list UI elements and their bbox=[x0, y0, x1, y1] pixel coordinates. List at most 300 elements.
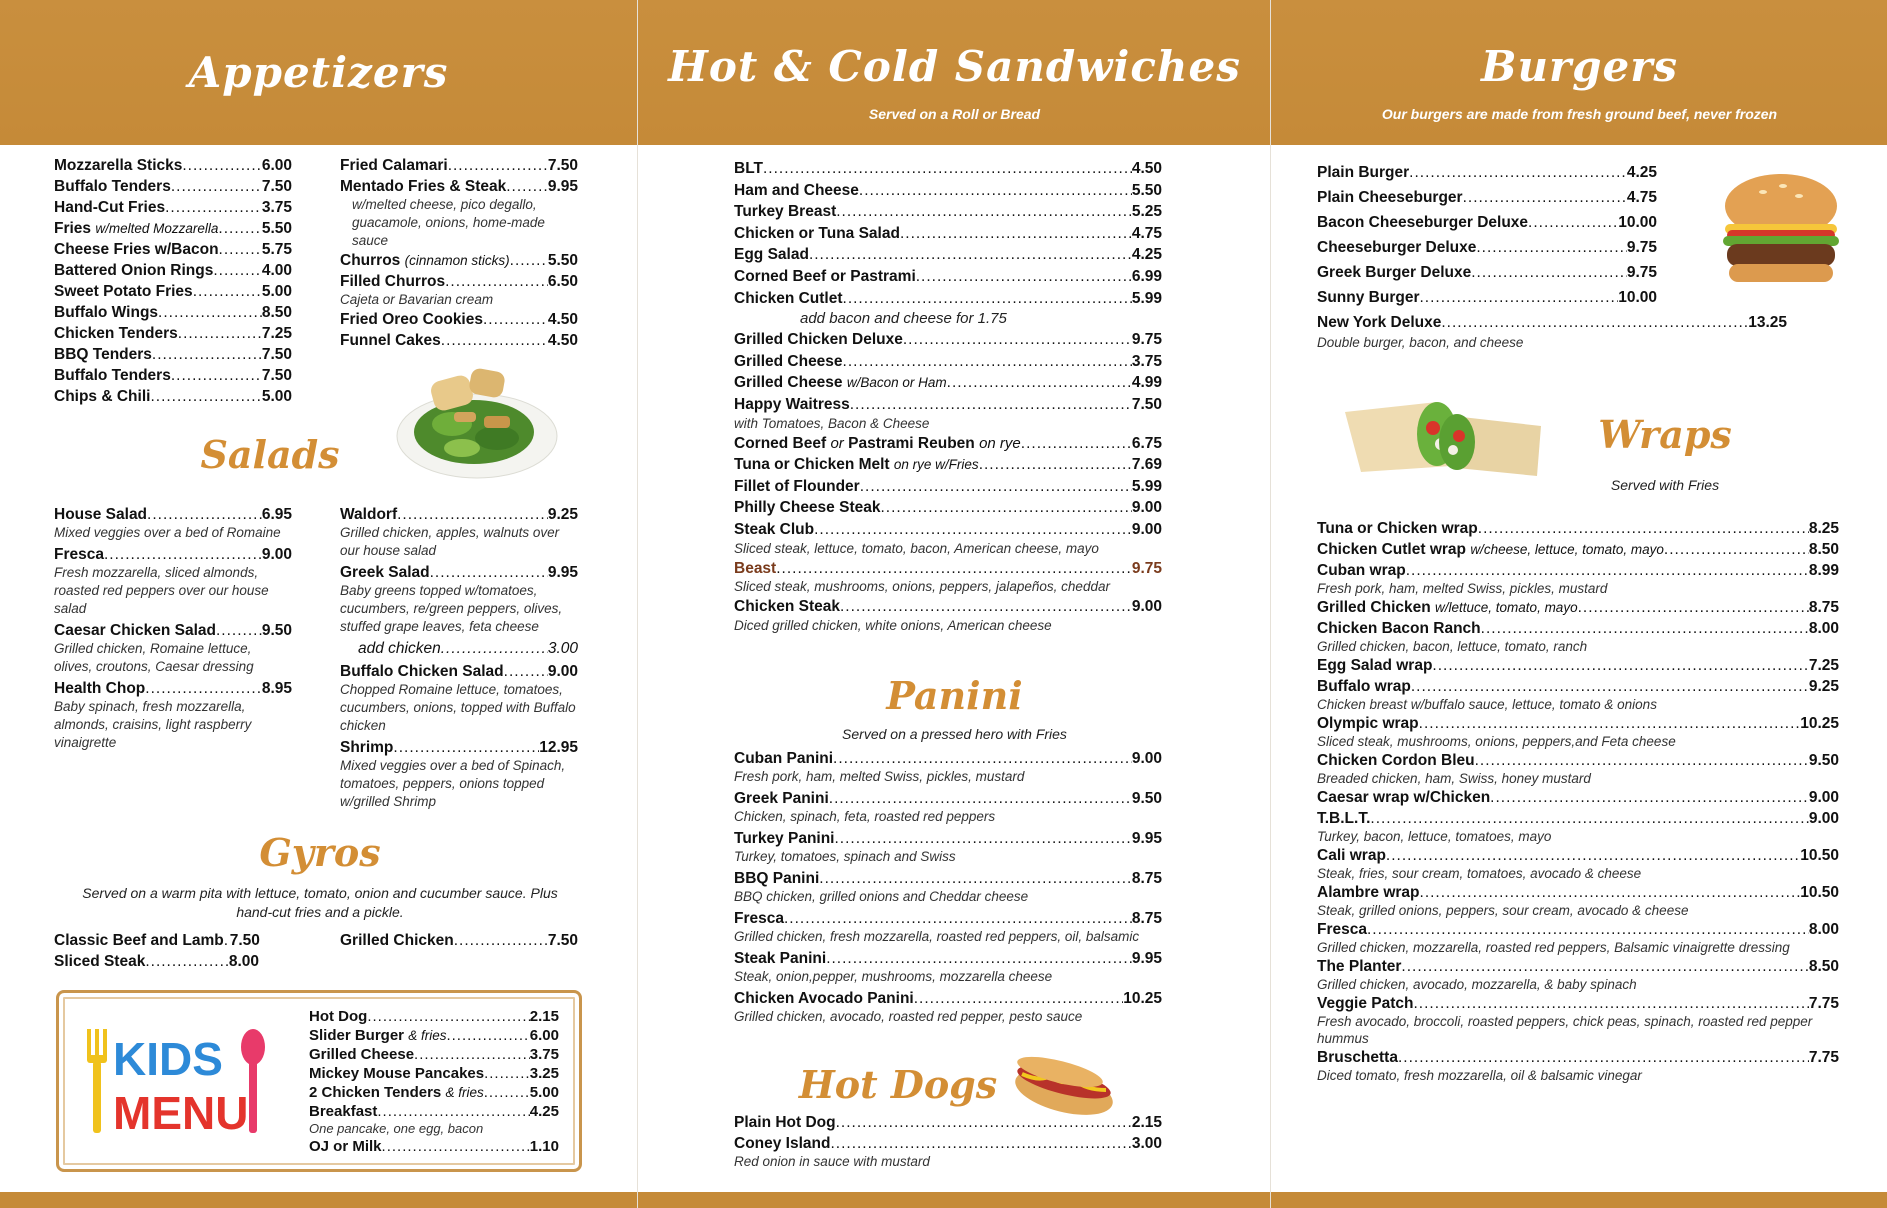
item-price: 8.25 bbox=[1808, 520, 1839, 537]
dot-leader bbox=[843, 288, 1132, 310]
dot-leader bbox=[484, 1083, 530, 1102]
dot-leader bbox=[1490, 788, 1809, 808]
dot-leader bbox=[454, 930, 548, 951]
item-name-text: Chicken Bacon Ranch bbox=[1317, 620, 1481, 637]
dot-leader bbox=[216, 620, 262, 641]
menu-item bbox=[54, 197, 292, 218]
dot-leader bbox=[835, 828, 1132, 849]
item-name-text: Cuban wrap bbox=[1317, 562, 1406, 579]
item-name bbox=[340, 155, 448, 176]
item-name bbox=[734, 372, 947, 394]
dot-leader bbox=[218, 218, 261, 239]
menu-item bbox=[1317, 1048, 1839, 1084]
dot-leader bbox=[483, 309, 548, 330]
menu-item bbox=[1317, 519, 1839, 539]
item-name bbox=[309, 1007, 367, 1026]
menu-item bbox=[1317, 260, 1787, 285]
dot-leader bbox=[880, 497, 1131, 519]
item-name bbox=[1317, 598, 1578, 618]
dot-leader bbox=[850, 394, 1132, 416]
item-name bbox=[340, 562, 430, 583]
item-description: BBQ chicken, grilled onions and Cheddar cheese bbox=[734, 889, 1029, 904]
item-name bbox=[1317, 751, 1475, 771]
dot-leader bbox=[1413, 994, 1808, 1014]
menu-item bbox=[734, 988, 1162, 1026]
menu-item bbox=[1317, 809, 1839, 845]
item-name bbox=[1317, 235, 1476, 260]
item-price: 3.75 bbox=[529, 1046, 559, 1063]
item-price: 9.75 bbox=[1626, 239, 1657, 256]
item-name-text: Corned Beef or Pastrami bbox=[734, 267, 916, 285]
item-description: One pancake, one egg, bacon bbox=[309, 1121, 484, 1136]
menu-item bbox=[1317, 235, 1787, 260]
item-name-text: Philly Cheese Steak bbox=[734, 499, 881, 517]
item-name-text: Steak Panini bbox=[734, 950, 827, 967]
item-price: 10.25 bbox=[1800, 715, 1839, 732]
item-name bbox=[54, 930, 224, 951]
item-price: 9.00 bbox=[547, 663, 578, 680]
item-price: 5.00 bbox=[261, 388, 292, 405]
dot-leader bbox=[784, 908, 1132, 929]
dot-leader bbox=[430, 562, 548, 583]
item-name bbox=[54, 504, 147, 525]
item-name bbox=[54, 302, 158, 323]
item-name-text: Fried Oreo Cookies bbox=[340, 311, 483, 328]
item-price: 8.50 bbox=[1808, 541, 1839, 558]
item-description: Fresh avocado, broccoli, roasted peppers, chick peas, spinach, roasted red pepper hummus bbox=[1317, 1014, 1813, 1046]
item-price: 6.99 bbox=[1131, 267, 1162, 285]
item-name bbox=[54, 344, 152, 365]
dot-leader bbox=[219, 239, 262, 260]
dot-leader bbox=[1401, 957, 1808, 977]
item-price: 7.75 bbox=[1808, 1049, 1839, 1066]
gyros-note: Served on a warm pita with lettuce, tomato, onion and cucumber sauce. Plus hand-cut fries and a pickle. bbox=[82, 885, 558, 920]
header-band bbox=[1271, 0, 1887, 145]
menu-item bbox=[340, 562, 578, 636]
item-description: Cajeta or Bavarian cream bbox=[340, 292, 494, 307]
dot-leader bbox=[506, 176, 548, 197]
kids-menu-box bbox=[56, 990, 582, 1172]
appetizers-list-left bbox=[54, 155, 292, 407]
menu-item bbox=[1317, 957, 1839, 993]
burgers-subtitle: Our burgers are made from fresh ground beef, never frozen bbox=[1381, 106, 1778, 122]
item-price: 8.99 bbox=[1808, 562, 1839, 579]
item-name bbox=[54, 176, 171, 197]
section-title-sandwiches: Hot & Cold Sandwiches bbox=[668, 42, 1241, 91]
menu-item bbox=[734, 433, 1162, 455]
panini-subtitle: Served on a pressed hero with Fries bbox=[842, 726, 1067, 742]
item-price: 4.50 bbox=[547, 311, 578, 328]
item-description: Chicken, spinach, feta, roasted red peppers bbox=[734, 809, 996, 824]
item-name-text: Corned Beef bbox=[734, 434, 827, 452]
item-name bbox=[340, 309, 483, 330]
item-name-text: Plain Burger bbox=[1317, 164, 1410, 181]
item-price: 3.75 bbox=[261, 199, 292, 216]
item-name bbox=[358, 638, 441, 659]
item-price: 7.69 bbox=[1131, 456, 1162, 474]
item-description: Sliced steak, mushrooms, onions, peppers, jalapeños, cheddar bbox=[734, 579, 1110, 595]
item-description: Grilled chicken, avocado, mozzarella, & baby spinach bbox=[1317, 977, 1637, 992]
item-price: 3.00 bbox=[1131, 1135, 1162, 1152]
menu-item bbox=[309, 1045, 559, 1064]
item-name bbox=[1317, 185, 1463, 210]
item-description: Fresh pork, ham, melted Swiss, pickles, mustard bbox=[1317, 581, 1608, 596]
dot-leader bbox=[152, 344, 262, 365]
dot-leader bbox=[914, 988, 1123, 1009]
sandwiches-list bbox=[734, 158, 1162, 635]
menu-item bbox=[309, 1026, 559, 1045]
dot-leader bbox=[1476, 235, 1626, 260]
item-name-text: Chips & Chili bbox=[54, 388, 151, 405]
item-price: 7.25 bbox=[261, 325, 292, 342]
item-name-text: Fresca bbox=[734, 910, 784, 927]
item-modifier: w/lettuce, tomato, mayo bbox=[1435, 600, 1578, 615]
menu-item bbox=[734, 372, 1162, 394]
menu-item bbox=[734, 748, 1162, 786]
item-name-text: Turkey Breast bbox=[734, 203, 837, 221]
dot-leader bbox=[414, 1045, 530, 1064]
item-name-text: Hand-Cut Fries bbox=[54, 199, 166, 216]
item-name-text: Chicken Avocado Panini bbox=[734, 990, 914, 1007]
item-price: 8.00 bbox=[228, 953, 259, 970]
item-name bbox=[734, 788, 829, 809]
item-name bbox=[1317, 714, 1419, 734]
item-name-text: Chicken Cordon Bleu bbox=[1317, 752, 1475, 769]
item-description: Red onion in sauce with mustard bbox=[734, 1154, 930, 1169]
item-price: 3.00 bbox=[547, 640, 578, 657]
menu-item bbox=[1317, 677, 1839, 713]
item-description: Mixed veggies over a bed of Spinach, tomatoes, peppers, onions topped w/grilled Shrimp bbox=[340, 758, 566, 809]
menu-item bbox=[734, 454, 1162, 476]
dot-leader bbox=[382, 1137, 530, 1156]
item-price: 9.00 bbox=[1131, 499, 1162, 517]
item-price: 6.00 bbox=[529, 1027, 559, 1044]
item-name bbox=[54, 260, 213, 281]
item-name-text: Cuban Panini bbox=[734, 750, 834, 767]
item-description: w/melted cheese, pico degallo, guacamole, onions, home-made sauce bbox=[352, 197, 545, 248]
menu-item bbox=[734, 266, 1162, 288]
item-name bbox=[1317, 883, 1420, 903]
dot-leader bbox=[916, 266, 1132, 288]
item-name-text: Veggie Patch bbox=[1317, 995, 1414, 1012]
item-price: 9.50 bbox=[1131, 790, 1162, 807]
item-name bbox=[734, 519, 814, 541]
menu-item bbox=[309, 1064, 559, 1083]
item-name-text: BBQ Tenders bbox=[54, 346, 152, 363]
dot-leader bbox=[1528, 210, 1618, 235]
item-connector: or bbox=[830, 434, 844, 452]
menu-item bbox=[1317, 883, 1839, 919]
dot-leader bbox=[171, 365, 262, 386]
item-price: 8.75 bbox=[1131, 870, 1162, 887]
menu-item bbox=[1317, 160, 1787, 185]
item-price: 5.99 bbox=[1131, 477, 1162, 495]
item-price: 5.50 bbox=[547, 252, 578, 269]
item-name-text: Beast bbox=[734, 559, 777, 577]
item-name bbox=[309, 1045, 414, 1064]
wraps-list bbox=[1317, 519, 1839, 1085]
dot-leader bbox=[165, 197, 262, 218]
item-name bbox=[734, 596, 840, 618]
item-name bbox=[734, 223, 900, 245]
item-price: 9.25 bbox=[547, 506, 578, 523]
item-price: 7.50 bbox=[261, 367, 292, 384]
item-name bbox=[734, 828, 835, 849]
item-name bbox=[734, 497, 880, 519]
salads-list-right bbox=[340, 504, 578, 813]
item-name bbox=[734, 244, 809, 266]
item-description: with Tomatoes, Bacon & Cheese bbox=[734, 415, 930, 431]
item-name-text: Caesar wrap w/Chicken bbox=[1317, 789, 1491, 806]
menu-item bbox=[54, 218, 292, 239]
section-title-salads: Salads bbox=[200, 432, 340, 477]
item-price: 1.10 bbox=[529, 1138, 559, 1155]
item-price: 9.75 bbox=[1131, 331, 1162, 349]
item-description: Grilled chicken, fresh mozzarella, roasted red peppers, oil, balsamic bbox=[734, 929, 1140, 944]
item-description: Diced grilled chicken, white onions, American cheese bbox=[734, 617, 1052, 633]
item-price: 5.99 bbox=[1131, 289, 1162, 307]
item-name bbox=[1317, 210, 1528, 235]
menu-item bbox=[340, 330, 578, 351]
item-name-text: Waldorf bbox=[340, 506, 398, 523]
item-name-text: Buffalo Tenders bbox=[54, 367, 171, 384]
dot-leader bbox=[145, 678, 262, 699]
item-name bbox=[734, 476, 860, 498]
item-name bbox=[1317, 809, 1370, 829]
item-name-text: Mickey Mouse Pancakes bbox=[309, 1065, 485, 1082]
menu-item bbox=[340, 930, 578, 951]
item-description: Sliced steak, lettuce, tomato, bacon, American cheese, mayo bbox=[734, 540, 1099, 556]
dot-leader bbox=[1370, 809, 1808, 829]
item-name bbox=[734, 266, 916, 288]
item-name bbox=[54, 239, 219, 260]
item-name-text: Cheese Fries w/Bacon bbox=[54, 241, 219, 258]
item-price: 8.75 bbox=[1131, 910, 1162, 927]
dot-leader bbox=[947, 372, 1132, 394]
item-price: 7.50 bbox=[547, 932, 578, 949]
dot-leader bbox=[1478, 519, 1809, 539]
burger-image bbox=[1719, 170, 1843, 288]
menu-item bbox=[734, 1112, 1162, 1133]
item-description: Sliced steak, mushrooms, onions, peppers,and Feta cheese bbox=[1317, 734, 1676, 749]
item-name bbox=[1317, 846, 1386, 866]
item-modifier: (cinnamon sticks) bbox=[404, 253, 510, 268]
dot-leader bbox=[1481, 619, 1809, 639]
menu-item bbox=[54, 365, 292, 386]
menu-item bbox=[1317, 788, 1839, 808]
menu-item bbox=[309, 1137, 559, 1156]
dot-leader bbox=[1367, 920, 1809, 940]
item-price: 7.75 bbox=[1808, 995, 1839, 1012]
item-name-text: Sunny Burger bbox=[1317, 289, 1420, 306]
item-name-text: Coney Island bbox=[734, 1135, 831, 1152]
item-description: Grilled chicken, avocado, roasted red pepper, pesto sauce bbox=[734, 1009, 1083, 1024]
item-price: 5.00 bbox=[261, 283, 292, 300]
menu-item bbox=[54, 678, 292, 752]
item-name-text: Sliced Steak bbox=[54, 953, 146, 970]
item-name-text: Happy Waitress bbox=[734, 395, 850, 413]
item-price: 5.75 bbox=[261, 241, 292, 258]
menu-item bbox=[734, 497, 1162, 519]
item-name bbox=[54, 386, 150, 407]
item-name-text: add chicken bbox=[358, 640, 441, 657]
item-name bbox=[1317, 540, 1664, 560]
item-modifier: w/melted Mozzarella bbox=[95, 221, 219, 236]
item-name-text: Greek Burger Deluxe bbox=[1317, 264, 1472, 281]
item-name bbox=[734, 288, 843, 310]
item-name bbox=[1317, 160, 1409, 185]
panel-center bbox=[637, 0, 1271, 1208]
dot-leader bbox=[900, 223, 1132, 245]
item-name-text: Chicken Cutlet wrap bbox=[1317, 541, 1466, 558]
item-name bbox=[340, 737, 393, 758]
fork-icon bbox=[87, 1029, 107, 1133]
dot-leader bbox=[903, 329, 1132, 351]
item-name bbox=[309, 1102, 377, 1121]
dot-leader bbox=[826, 948, 1132, 969]
dot-leader bbox=[104, 544, 262, 565]
item-name-text: New York Deluxe bbox=[1317, 314, 1442, 331]
menu-item bbox=[54, 504, 292, 542]
menu-item bbox=[1317, 310, 1787, 352]
item-price: 7.50 bbox=[547, 157, 578, 174]
menu-item bbox=[1317, 846, 1839, 882]
dot-leader bbox=[397, 504, 548, 525]
item-name-text: Fried Calamari bbox=[340, 157, 448, 174]
menu-item bbox=[340, 250, 578, 271]
item-name bbox=[1317, 1048, 1398, 1068]
dot-leader bbox=[448, 155, 548, 176]
item-name bbox=[340, 661, 504, 682]
item-name bbox=[734, 868, 819, 889]
item-description: Baby spinach, fresh mozzarella, almonds, craisins, light raspberry vinaigrette bbox=[54, 699, 252, 750]
item-name bbox=[734, 1112, 836, 1133]
item-price: 8.75 bbox=[1808, 599, 1839, 616]
kids-menu-logo bbox=[83, 1027, 273, 1137]
dot-leader bbox=[393, 737, 539, 758]
item-name-text: Funnel Cakes bbox=[340, 332, 441, 349]
item-name-text: Breakfast bbox=[309, 1103, 378, 1120]
item-name-text: Grilled Cheese bbox=[309, 1046, 415, 1063]
dot-leader bbox=[1386, 846, 1800, 866]
dot-leader bbox=[819, 868, 1132, 889]
item-name bbox=[54, 365, 171, 386]
item-price: 8.50 bbox=[1808, 958, 1839, 975]
dot-leader bbox=[809, 244, 1132, 266]
menu-item bbox=[734, 788, 1162, 826]
menu-item bbox=[1317, 285, 1787, 310]
item-name bbox=[1317, 561, 1406, 581]
item-name bbox=[1317, 677, 1411, 697]
item-name-text: Pastrami Reuben bbox=[848, 434, 975, 452]
item-price: 10.00 bbox=[1618, 214, 1657, 231]
dot-leader bbox=[1409, 160, 1627, 185]
item-name-text: Turkey Panini bbox=[734, 830, 835, 847]
dot-leader bbox=[1664, 540, 1809, 560]
item-name-text: Fresca bbox=[54, 546, 104, 563]
item-price: 10.50 bbox=[1800, 847, 1839, 864]
header-band bbox=[0, 0, 637, 145]
item-price: 9.95 bbox=[1131, 830, 1162, 847]
menu-item bbox=[309, 1083, 559, 1102]
item-price: 7.50 bbox=[261, 346, 292, 363]
dot-leader bbox=[193, 281, 262, 302]
menu-item bbox=[340, 661, 578, 735]
item-name-text: Chicken or Tuna Salad bbox=[734, 224, 900, 242]
item-name-text: Ham and Cheese bbox=[734, 181, 859, 199]
sandwiches-subtitle: Served on a Roll or Bread bbox=[868, 106, 1041, 122]
menu-item bbox=[1317, 920, 1839, 956]
item-name-text: Battered Onion Rings bbox=[54, 262, 214, 279]
item-name-text: Tuna or Chicken wrap bbox=[1317, 520, 1478, 537]
menu-item bbox=[340, 504, 578, 560]
item-name bbox=[54, 678, 145, 699]
item-price: 9.95 bbox=[547, 178, 578, 195]
item-price: 9.00 bbox=[1808, 810, 1839, 827]
hotdog-image bbox=[1010, 1046, 1118, 1118]
menu-item bbox=[54, 386, 292, 407]
dot-leader bbox=[178, 323, 262, 344]
dot-leader bbox=[171, 176, 262, 197]
dot-leader bbox=[1419, 285, 1618, 310]
menu-item bbox=[734, 1133, 1162, 1171]
item-price: 10.25 bbox=[1123, 990, 1162, 1007]
item-modifier: w/Bacon or Ham bbox=[846, 375, 947, 391]
item-modifier: on rye bbox=[979, 434, 1021, 452]
dot-leader bbox=[1021, 433, 1132, 455]
item-name-text: BBQ Panini bbox=[734, 870, 820, 887]
item-price: 9.95 bbox=[547, 564, 578, 581]
item-name-text: Buffalo Tenders bbox=[54, 178, 171, 195]
item-price: 4.50 bbox=[547, 332, 578, 349]
menu-item bbox=[54, 344, 292, 365]
item-name-text: BLT bbox=[734, 160, 763, 177]
item-name-text: Grilled Chicken bbox=[1317, 599, 1431, 616]
item-name-text: Fresca bbox=[1317, 921, 1367, 938]
footer-band bbox=[638, 1192, 1271, 1208]
item-price: 7.50 bbox=[229, 932, 260, 949]
salads-list-left bbox=[54, 504, 292, 754]
item-modifier: & fries bbox=[408, 1028, 447, 1043]
item-name bbox=[340, 176, 506, 197]
dot-leader bbox=[1411, 677, 1809, 697]
item-price: 9.00 bbox=[1808, 789, 1839, 806]
item-price: 4.25 bbox=[1131, 246, 1162, 264]
addon-note: add bacon and cheese for 1.75 bbox=[800, 310, 1007, 328]
item-name bbox=[1317, 656, 1432, 676]
item-description: Grilled chicken, bacon, lettuce, tomato, ranch bbox=[1317, 639, 1588, 654]
item-name-text: Fries bbox=[54, 220, 92, 237]
item-name bbox=[340, 250, 510, 271]
item-name-text: Classic Beef and Lamb bbox=[54, 932, 224, 949]
dot-leader bbox=[441, 638, 548, 659]
item-name bbox=[734, 1133, 830, 1154]
item-price: 5.25 bbox=[1131, 203, 1162, 221]
item-name-text: Health Chop bbox=[54, 680, 146, 697]
item-modifier: w/cheese, lettuce, tomato, mayo bbox=[1470, 542, 1664, 557]
item-price: 5.00 bbox=[529, 1084, 559, 1101]
menu-item bbox=[734, 476, 1162, 498]
dot-leader bbox=[504, 661, 548, 682]
menu-item bbox=[1317, 994, 1839, 1047]
item-name-text: Buffalo wrap bbox=[1317, 678, 1411, 695]
item-description: Breaded chicken, ham, Swiss, honey mustard bbox=[1317, 771, 1591, 786]
dot-leader bbox=[182, 155, 261, 176]
item-price: 4.50 bbox=[1131, 160, 1162, 177]
item-name-text: Egg Salad wrap bbox=[1317, 657, 1433, 674]
item-description: Grilled chicken, mozzarella, roasted red peppers, Balsamic vinaigrette dressing bbox=[1317, 940, 1790, 955]
item-name bbox=[734, 908, 784, 929]
